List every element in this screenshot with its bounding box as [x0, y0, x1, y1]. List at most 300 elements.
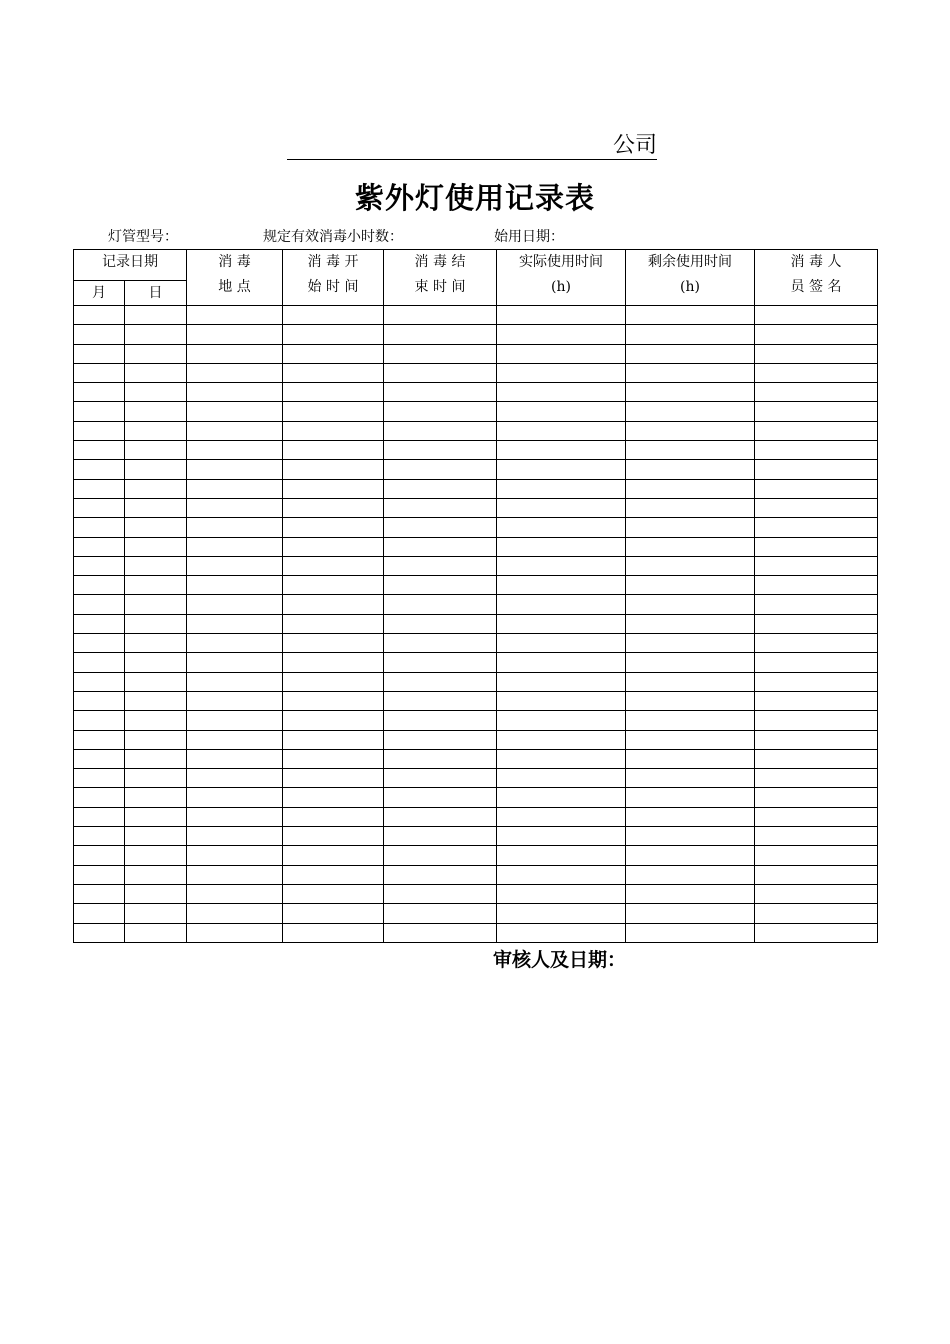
remaining-hours-cell[interactable]: [626, 306, 755, 325]
table-row: [74, 441, 878, 460]
location-cell[interactable]: [187, 711, 283, 730]
day-cell[interactable]: [125, 421, 187, 440]
day-cell[interactable]: [125, 923, 187, 942]
signature-cell[interactable]: [755, 865, 878, 884]
table-row: [74, 691, 878, 710]
end-time-cell[interactable]: [384, 788, 497, 807]
actual-hours-cell[interactable]: [497, 441, 626, 460]
signature-cell[interactable]: [755, 807, 878, 826]
start-time-cell[interactable]: [283, 653, 384, 672]
start-time-cell[interactable]: [283, 614, 384, 633]
signature-header: [755, 250, 878, 306]
location-header: [187, 250, 283, 306]
location-cell[interactable]: [187, 344, 283, 363]
actual-hours-cell[interactable]: [497, 363, 626, 382]
start-time-cell[interactable]: [283, 730, 384, 749]
day-cell[interactable]: [125, 383, 187, 402]
table-row: [74, 711, 878, 730]
location-cell[interactable]: [187, 653, 283, 672]
remaining-hours-cell[interactable]: [626, 904, 755, 923]
location-cell[interactable]: [187, 498, 283, 517]
month-cell[interactable]: [74, 904, 125, 923]
actual-hours-cell[interactable]: [497, 653, 626, 672]
end-time-cell[interactable]: [384, 460, 497, 479]
signature-cell[interactable]: [755, 846, 878, 865]
end-time-cell[interactable]: [384, 556, 497, 575]
table-row: [74, 556, 878, 575]
start-time-cell[interactable]: [283, 749, 384, 768]
location-cell[interactable]: [187, 325, 283, 344]
remaining-hours-cell[interactable]: [626, 672, 755, 691]
remaining-hours-cell[interactable]: [626, 595, 755, 614]
form-title: 紫外灯使用记录表: [354, 181, 595, 215]
start-time-cell[interactable]: [283, 769, 384, 788]
end-time-cell[interactable]: [384, 711, 497, 730]
start-time-cell[interactable]: [283, 363, 384, 382]
end-time-cell[interactable]: [384, 498, 497, 517]
signature-cell[interactable]: [755, 827, 878, 846]
remaining-hours-cell[interactable]: [626, 827, 755, 846]
month-cell[interactable]: [74, 556, 125, 575]
end-time-cell[interactable]: [384, 383, 497, 402]
month-cell[interactable]: [74, 884, 125, 903]
remaining-hours-cell[interactable]: [626, 614, 755, 633]
location-cell[interactable]: [187, 807, 283, 826]
end-time-cell[interactable]: [384, 421, 497, 440]
signature-cell[interactable]: [755, 460, 878, 479]
remaining-hours-cell[interactable]: [626, 441, 755, 460]
header-line1: 消 毒 开: [307, 254, 359, 270]
effective-hours-label: 规定有效消毒小时数：: [263, 229, 403, 245]
actual-hours-cell[interactable]: [497, 672, 626, 691]
signature-cell[interactable]: [755, 923, 878, 942]
remaining-hours-cell[interactable]: [626, 498, 755, 517]
start-time-cell[interactable]: [283, 884, 384, 903]
month-cell[interactable]: [74, 479, 125, 498]
start-time-cell[interactable]: [283, 595, 384, 614]
actual-hours-cell[interactable]: [497, 402, 626, 421]
company-name-blank[interactable]: [287, 133, 613, 160]
start-time-cell[interactable]: [283, 865, 384, 884]
start-time-cell[interactable]: [283, 923, 384, 942]
location-cell[interactable]: [187, 556, 283, 575]
remaining-hours-cell[interactable]: [626, 711, 755, 730]
day-cell[interactable]: [125, 672, 187, 691]
actual-hours-cell[interactable]: [497, 498, 626, 517]
table-row: [74, 865, 878, 884]
actual-hours-cell[interactable]: [497, 518, 626, 537]
start-time-cell[interactable]: [283, 576, 384, 595]
day-cell[interactable]: [125, 344, 187, 363]
signature-cell[interactable]: [755, 672, 878, 691]
signature-cell[interactable]: [755, 518, 878, 537]
location-cell[interactable]: [187, 441, 283, 460]
location-cell[interactable]: [187, 846, 283, 865]
table-row: [74, 827, 878, 846]
month-cell[interactable]: [74, 441, 125, 460]
remaining-hours-cell[interactable]: [626, 383, 755, 402]
signature-cell[interactable]: [755, 479, 878, 498]
end-time-cell[interactable]: [384, 865, 497, 884]
location-cell[interactable]: [187, 884, 283, 903]
end-time-cell[interactable]: [384, 672, 497, 691]
location-cell[interactable]: [187, 479, 283, 498]
day-cell[interactable]: [125, 711, 187, 730]
start-time-header: [283, 250, 384, 306]
actual-hours-cell[interactable]: [497, 923, 626, 942]
actual-hours-cell[interactable]: [497, 904, 626, 923]
actual-hours-cell[interactable]: [497, 537, 626, 556]
start-time-cell[interactable]: [283, 904, 384, 923]
month-cell[interactable]: [74, 614, 125, 633]
day-cell[interactable]: [125, 325, 187, 344]
actual-hours-cell[interactable]: [497, 556, 626, 575]
actual-hours-cell[interactable]: [497, 730, 626, 749]
location-cell[interactable]: [187, 730, 283, 749]
table-row: [74, 325, 878, 344]
start-time-cell[interactable]: [283, 711, 384, 730]
location-cell[interactable]: [187, 576, 283, 595]
end-time-cell[interactable]: [384, 749, 497, 768]
lamp-model-label: 灯管型号：: [108, 229, 178, 245]
signature-cell[interactable]: [755, 383, 878, 402]
month-cell[interactable]: [74, 691, 125, 710]
end-time-cell[interactable]: [384, 827, 497, 846]
day-cell[interactable]: [125, 460, 187, 479]
month-cell[interactable]: [74, 363, 125, 382]
start-time-cell[interactable]: [283, 827, 384, 846]
location-cell[interactable]: [187, 749, 283, 768]
end-time-cell[interactable]: [384, 537, 497, 556]
remaining-hours-cell[interactable]: [626, 730, 755, 749]
table-row: [74, 595, 878, 614]
month-cell[interactable]: [74, 827, 125, 846]
location-cell[interactable]: [187, 634, 283, 653]
day-cell[interactable]: [125, 537, 187, 556]
remaining-hours-cell[interactable]: [626, 749, 755, 768]
actual-hours-cell[interactable]: [497, 749, 626, 768]
location-cell[interactable]: [187, 923, 283, 942]
start-time-cell[interactable]: [283, 672, 384, 691]
location-cell[interactable]: [187, 865, 283, 884]
location-cell[interactable]: [187, 788, 283, 807]
actual-hours-cell[interactable]: [497, 479, 626, 498]
month-cell[interactable]: [74, 711, 125, 730]
actual-hours-cell[interactable]: [497, 807, 626, 826]
end-time-cell[interactable]: [384, 363, 497, 382]
remaining-hours-cell[interactable]: [626, 344, 755, 363]
end-time-cell[interactable]: [384, 306, 497, 325]
month-cell[interactable]: [74, 460, 125, 479]
start-time-cell[interactable]: [283, 518, 384, 537]
actual-hours-cell[interactable]: [497, 865, 626, 884]
end-time-cell[interactable]: [384, 884, 497, 903]
day-cell[interactable]: [125, 653, 187, 672]
location-cell[interactable]: [187, 537, 283, 556]
end-time-cell[interactable]: [384, 402, 497, 421]
location-cell[interactable]: [187, 460, 283, 479]
header-line2: (h): [551, 279, 571, 295]
remaining-hours-cell[interactable]: [626, 479, 755, 498]
table-row: [74, 653, 878, 672]
day-cell[interactable]: [125, 614, 187, 633]
remaining-hours-cell[interactable]: [626, 653, 755, 672]
start-time-cell[interactable]: [283, 691, 384, 710]
location-cell[interactable]: [187, 518, 283, 537]
remaining-hours-cell[interactable]: [626, 691, 755, 710]
month-cell[interactable]: [74, 325, 125, 344]
actual-hours-cell[interactable]: [497, 846, 626, 865]
header-line2: 员 签 名: [790, 279, 842, 295]
end-time-cell[interactable]: [384, 904, 497, 923]
end-time-cell[interactable]: [384, 595, 497, 614]
day-cell[interactable]: [125, 634, 187, 653]
signature-cell[interactable]: [755, 788, 878, 807]
signature-cell[interactable]: [755, 614, 878, 633]
month-cell[interactable]: [74, 498, 125, 517]
start-time-cell[interactable]: [283, 479, 384, 498]
actual-hours-cell[interactable]: [497, 344, 626, 363]
actual-hours-cell[interactable]: [497, 595, 626, 614]
header-line1: 消 毒 人: [790, 254, 842, 270]
remaining-hours-cell[interactable]: [626, 402, 755, 421]
signature-cell[interactable]: [755, 441, 878, 460]
actual-hours-cell[interactable]: [497, 884, 626, 903]
location-cell[interactable]: [187, 769, 283, 788]
start-time-cell[interactable]: [283, 634, 384, 653]
start-time-cell[interactable]: [283, 383, 384, 402]
month-cell[interactable]: [74, 769, 125, 788]
start-time-cell[interactable]: [283, 344, 384, 363]
actual-hours-cell[interactable]: [497, 711, 626, 730]
month-cell[interactable]: [74, 537, 125, 556]
location-cell[interactable]: [187, 306, 283, 325]
day-cell[interactable]: [125, 402, 187, 421]
month-cell[interactable]: [74, 672, 125, 691]
signature-cell[interactable]: [755, 306, 878, 325]
day-cell[interactable]: [125, 749, 187, 768]
end-time-cell[interactable]: [384, 730, 497, 749]
remaining-hours-cell[interactable]: [626, 884, 755, 903]
start-time-cell[interactable]: [283, 788, 384, 807]
end-time-cell[interactable]: [384, 518, 497, 537]
location-cell[interactable]: [187, 672, 283, 691]
remaining-hours-cell[interactable]: [626, 865, 755, 884]
month-cell[interactable]: [74, 788, 125, 807]
location-cell[interactable]: [187, 827, 283, 846]
start-time-cell[interactable]: [283, 537, 384, 556]
start-time-cell[interactable]: [283, 402, 384, 421]
header-line2: 地 点: [218, 279, 251, 295]
start-time-cell[interactable]: [283, 421, 384, 440]
location-cell[interactable]: [187, 691, 283, 710]
month-cell[interactable]: [74, 923, 125, 942]
remaining-hours-cell[interactable]: [626, 363, 755, 382]
table-row: [74, 923, 878, 942]
start-time-cell[interactable]: [283, 306, 384, 325]
month-cell[interactable]: [74, 865, 125, 884]
remaining-hours-cell[interactable]: [626, 460, 755, 479]
end-time-header: [384, 250, 497, 306]
end-time-cell[interactable]: [384, 769, 497, 788]
day-cell[interactable]: [125, 479, 187, 498]
start-time-cell[interactable]: [283, 846, 384, 865]
day-cell[interactable]: [125, 788, 187, 807]
month-cell[interactable]: [74, 306, 125, 325]
signature-cell[interactable]: [755, 749, 878, 768]
signature-cell[interactable]: [755, 576, 878, 595]
remaining-hours-cell[interactable]: [626, 846, 755, 865]
end-time-cell[interactable]: [384, 923, 497, 942]
day-cell[interactable]: [125, 363, 187, 382]
remaining-hours-cell[interactable]: [626, 923, 755, 942]
signature-cell[interactable]: [755, 730, 878, 749]
signature-cell[interactable]: [755, 595, 878, 614]
signature-cell[interactable]: [755, 691, 878, 710]
start-time-cell[interactable]: [283, 556, 384, 575]
location-cell[interactable]: [187, 363, 283, 382]
start-date-label: 始用日期：: [494, 229, 564, 245]
remaining-hours-cell[interactable]: [626, 537, 755, 556]
month-cell[interactable]: [74, 576, 125, 595]
start-time-cell[interactable]: [283, 807, 384, 826]
table-row: [74, 846, 878, 865]
day-cell[interactable]: [125, 846, 187, 865]
table-row: [74, 749, 878, 768]
end-time-cell[interactable]: [384, 576, 497, 595]
end-time-cell[interactable]: [384, 634, 497, 653]
table-row: [74, 402, 878, 421]
actual-hours-cell[interactable]: [497, 460, 626, 479]
location-cell[interactable]: [187, 383, 283, 402]
month-label: 月: [92, 285, 106, 301]
start-time-cell[interactable]: [283, 460, 384, 479]
signature-cell[interactable]: [755, 904, 878, 923]
day-label: 日: [148, 285, 163, 301]
signature-cell[interactable]: [755, 556, 878, 575]
day-cell[interactable]: [125, 498, 187, 517]
location-cell[interactable]: [187, 421, 283, 440]
month-cell[interactable]: [74, 344, 125, 363]
month-cell[interactable]: [74, 421, 125, 440]
remaining-hours-cell[interactable]: [626, 634, 755, 653]
actual-hours-cell[interactable]: [497, 769, 626, 788]
actual-hours-cell[interactable]: [497, 634, 626, 653]
month-cell[interactable]: [74, 730, 125, 749]
day-cell[interactable]: [125, 518, 187, 537]
end-time-cell[interactable]: [384, 691, 497, 710]
month-cell[interactable]: [74, 595, 125, 614]
table-row: [74, 363, 878, 382]
day-cell[interactable]: [125, 769, 187, 788]
location-cell[interactable]: [187, 595, 283, 614]
signature-cell[interactable]: [755, 537, 878, 556]
table-row: [74, 576, 878, 595]
end-time-cell[interactable]: [384, 479, 497, 498]
end-time-cell[interactable]: [384, 614, 497, 633]
day-cell[interactable]: [125, 441, 187, 460]
month-cell[interactable]: [74, 383, 125, 402]
table-row: [74, 479, 878, 498]
end-time-cell[interactable]: [384, 441, 497, 460]
table-row: [74, 614, 878, 633]
location-cell[interactable]: [187, 904, 283, 923]
actual-hours-cell[interactable]: [497, 614, 626, 633]
day-cell[interactable]: [125, 884, 187, 903]
remaining-hours-cell[interactable]: [626, 556, 755, 575]
day-cell[interactable]: [125, 827, 187, 846]
signature-cell[interactable]: [755, 344, 878, 363]
end-time-cell[interactable]: [384, 807, 497, 826]
signature-cell[interactable]: [755, 711, 878, 730]
month-cell[interactable]: [74, 402, 125, 421]
actual-hours-cell[interactable]: [497, 691, 626, 710]
actual-hours-cell[interactable]: [497, 383, 626, 402]
day-cell[interactable]: [125, 730, 187, 749]
end-time-cell[interactable]: [384, 846, 497, 865]
month-cell[interactable]: [74, 653, 125, 672]
signature-cell[interactable]: [755, 402, 878, 421]
month-cell[interactable]: [74, 518, 125, 537]
actual-hours-cell[interactable]: [497, 576, 626, 595]
actual-hours-cell[interactable]: [497, 827, 626, 846]
month-cell[interactable]: [74, 749, 125, 768]
actual-hours-cell[interactable]: [497, 421, 626, 440]
day-cell[interactable]: [125, 576, 187, 595]
month-cell[interactable]: [74, 846, 125, 865]
end-time-cell[interactable]: [384, 344, 497, 363]
start-time-cell[interactable]: [283, 441, 384, 460]
remaining-hours-cell[interactable]: [626, 421, 755, 440]
signature-cell[interactable]: [755, 325, 878, 344]
month-cell[interactable]: [74, 634, 125, 653]
day-cell[interactable]: [125, 556, 187, 575]
signature-cell[interactable]: [755, 421, 878, 440]
remaining-hours-cell[interactable]: [626, 325, 755, 344]
end-time-cell[interactable]: [384, 325, 497, 344]
signature-cell[interactable]: [755, 634, 878, 653]
remaining-hours-cell[interactable]: [626, 576, 755, 595]
day-cell[interactable]: [125, 807, 187, 826]
remaining-hours-cell[interactable]: [626, 769, 755, 788]
month-cell[interactable]: [74, 807, 125, 826]
signature-cell[interactable]: [755, 884, 878, 903]
actual-hours-cell[interactable]: [497, 788, 626, 807]
table-row: [74, 344, 878, 363]
signature-cell[interactable]: [755, 498, 878, 517]
day-cell[interactable]: [125, 865, 187, 884]
table-row: [74, 498, 878, 517]
start-time-cell[interactable]: [283, 498, 384, 517]
day-cell[interactable]: [125, 691, 187, 710]
location-cell[interactable]: [187, 614, 283, 633]
start-time-cell[interactable]: [283, 325, 384, 344]
location-cell[interactable]: [187, 402, 283, 421]
remaining-hours-cell[interactable]: [626, 788, 755, 807]
actual-hours-cell[interactable]: [497, 325, 626, 344]
remaining-hours-cell[interactable]: [626, 518, 755, 537]
remaining-hours-cell[interactable]: [626, 807, 755, 826]
signature-cell[interactable]: [755, 653, 878, 672]
company-line: [287, 133, 663, 161]
signature-cell[interactable]: [755, 769, 878, 788]
signature-cell[interactable]: [755, 363, 878, 382]
day-cell[interactable]: [125, 595, 187, 614]
day-cell[interactable]: [125, 306, 187, 325]
day-cell[interactable]: [125, 904, 187, 923]
end-time-cell[interactable]: [384, 653, 497, 672]
actual-hours-cell[interactable]: [497, 306, 626, 325]
